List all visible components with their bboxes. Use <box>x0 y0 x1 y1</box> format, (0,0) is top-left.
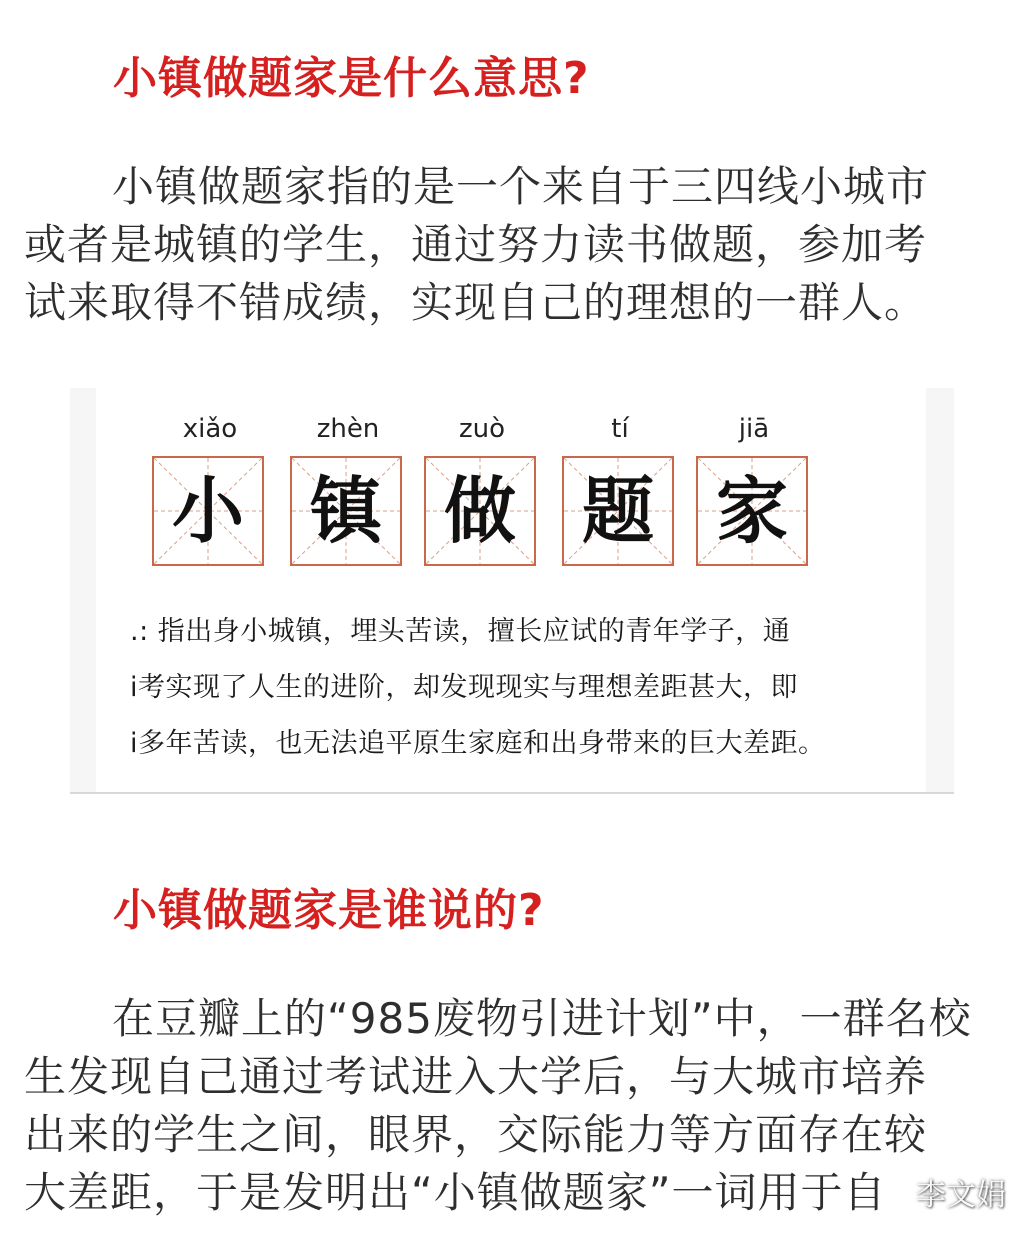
tianzige-box <box>424 456 536 566</box>
tianzige-box <box>290 456 402 566</box>
paragraph-line: 或者是城镇的学生，通过努力读书做题，参加考 <box>24 220 928 269</box>
origin-paragraph <box>24 990 984 1222</box>
char-cell <box>562 388 678 553</box>
char-cell <box>424 388 540 553</box>
tianzige-box <box>562 456 674 566</box>
hanzi-character: 家 <box>715 468 788 553</box>
tianzige-box <box>696 456 808 566</box>
definition-text <box>130 604 930 772</box>
pinyin-label: zuò <box>458 414 506 444</box>
definition-line: i考实现了人生的进阶，却发现现实与理想差距甚大，即 <box>130 672 799 703</box>
author-watermark: 李文娟 <box>916 1178 1006 1213</box>
pinyin-label: xiǎo <box>182 414 238 444</box>
paragraph-line: 大差距，于是发明出“小镇做题家”一词用于自 <box>24 1168 887 1217</box>
hanzi-character: 镇 <box>309 468 382 553</box>
hanzi-character: 小 <box>171 468 244 553</box>
meaning-paragraph <box>24 158 984 332</box>
definition-figure <box>70 388 954 794</box>
pinyin-label: tí <box>611 414 629 444</box>
tianzige-box <box>152 456 264 566</box>
paragraph-line: 生发现自己通过考试进入大学后，与大城市培养 <box>24 1052 928 1101</box>
pinyin-label: jiā <box>738 414 770 444</box>
pinyin-label: zhèn <box>316 414 380 444</box>
definition-line: .: 指出身小城镇，埋头苦读，擅长应试的青年学子，通 <box>130 616 791 647</box>
paragraph-line: 试来取得不错成绩，实现自己的理想的一群人。 <box>24 278 928 327</box>
hanzi-character: 做 <box>443 468 516 553</box>
definition-line: i多年苦读，也无法追平原生家庭和出身带来的巨大差距。 <box>130 728 826 759</box>
paragraph-line: 小镇做题家指的是一个来自于三四线小城市 <box>112 162 930 211</box>
paragraph-line: 出来的学生之间，眼界，交际能力等方面存在较 <box>24 1110 928 1159</box>
hanzi-character: 题 <box>581 468 654 553</box>
char-cell <box>696 388 812 553</box>
definition-card <box>96 388 926 792</box>
char-cell <box>152 388 268 553</box>
section-heading-meaning: 小镇做题家是什么意思? <box>113 53 590 104</box>
paragraph-line: 在豆瓣上的“985废物引进计划”中，一群名校 <box>112 994 972 1043</box>
section-heading-origin: 小镇做题家是谁说的? <box>113 885 545 936</box>
char-cell <box>290 388 406 553</box>
